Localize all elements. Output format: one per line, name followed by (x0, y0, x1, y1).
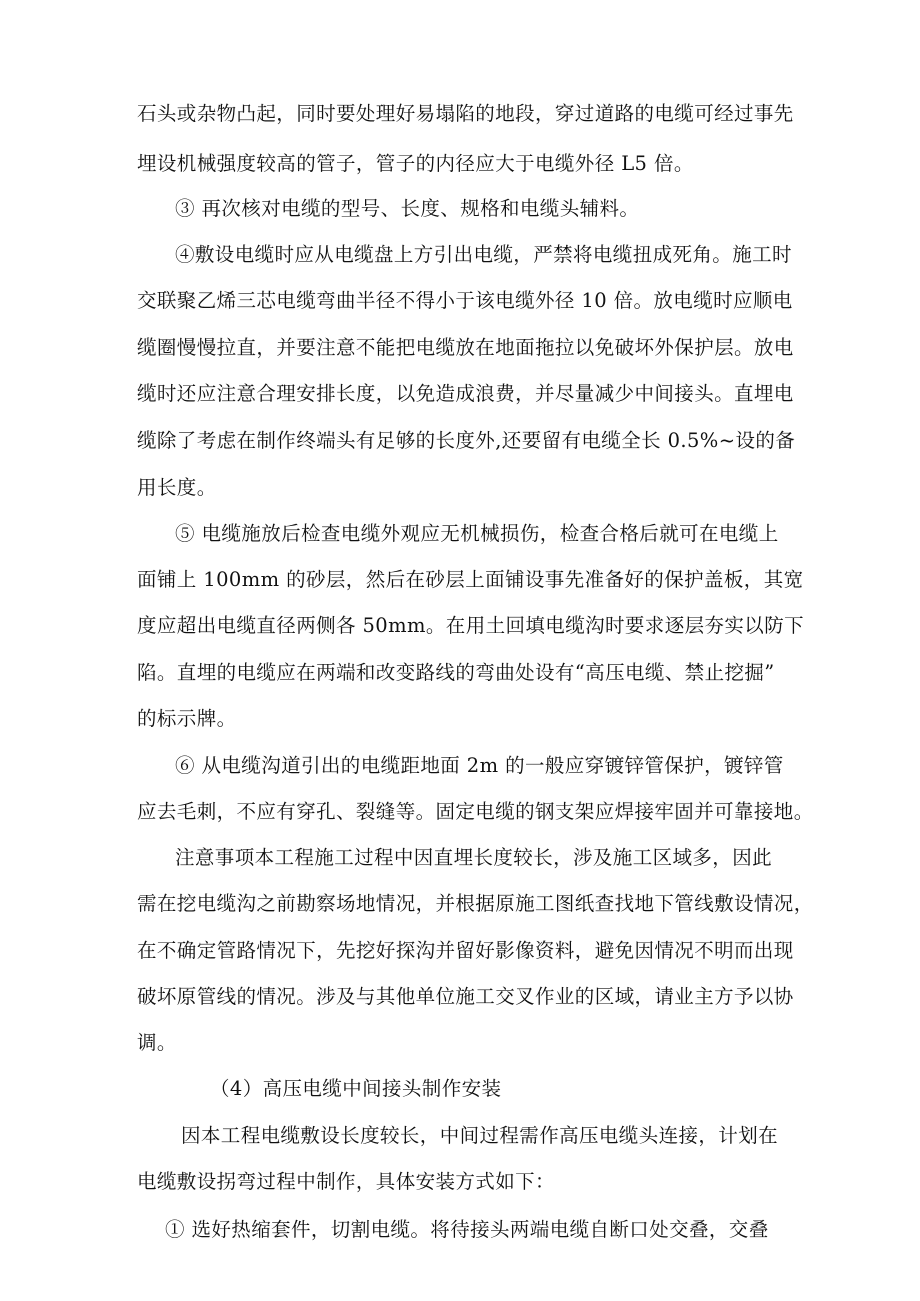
text-line: 在不确定管路情况下，先挖好探沟并留好影像资料，避免因情况不明而出现 (137, 939, 794, 962)
text-line: 面铺上 100mm 的砂层，然后在砂层上面铺设事先准备好的保护盖板，其宽 (137, 568, 804, 591)
list-item-3: ③ 再次核对电缆的型号、长度、规格和电缆头辅料。 (175, 197, 640, 220)
text-line: 需在挖电缆沟之前勘察场地情况，并根据原施工图纸查找地下管线敷设情况， (137, 892, 814, 915)
text-line: 陷。直埋的电缆应在两端和改变路线的弯曲处设有“高压电缆、禁止挖掘” (137, 661, 775, 684)
text-line: 电缆敷设拐弯过程中制作，具体安装方式如下： (137, 1170, 555, 1193)
text-line: 缆除了考虑在制作终端头有足够的长度外,还要留有电缆全长 0.5%~设的备 (137, 429, 796, 452)
text-line: 度应超出电缆直径两侧各 50mm。在用土回填电缆沟时要求逐层夯实以防下 (137, 614, 804, 637)
text-line: 交联聚乙烯三芯电缆弯曲半径不得小于该电缆外径 10 倍。放电缆时应顺电 (137, 289, 793, 312)
text-line: 应去毛刺，不应有穿孔、裂缝等。固定电缆的钢支架应焊接牢固并可靠接地。 (137, 800, 814, 823)
list-item-4: ④敷设电缆时应从电缆盘上方引出电缆，严禁将电缆扭成死角。施工时 (175, 243, 792, 266)
list-item-5: ⑤ 电缆施放后检查电缆外观应无机械损伤，检查合格后就可在电缆上 (175, 522, 779, 545)
section-heading: （4）高压电缆中间接头制作安装 (210, 1077, 502, 1100)
list-item-1: ① 选好热缩套件，切割电缆。将待接头两端电缆自断口处交叠，交叠 (165, 1218, 769, 1241)
text-line: 埋设机械强度较高的管子，管子的内径应大于电缆外径 L5 倍。 (137, 152, 694, 175)
text-line: 因本工程电缆敷设长度较长，中间过程需作高压电缆头连接，计划在 (181, 1124, 779, 1147)
text-line: 调。 (137, 1031, 177, 1054)
text-line: 破坏原管线的情况。涉及与其他单位施工交叉作业的区域，请业主方予以协 (137, 985, 794, 1008)
text-line: 用长度。 (137, 476, 217, 499)
text-line: 缆时还应注意合理安排长度，以免造成浪费，并尽量减少中间接头。直埋电 (137, 382, 794, 405)
text-line: 石头或杂物凸起，同时要处理好易塌陷的地段，穿过道路的电缆可经过事先 (137, 102, 794, 125)
notice-heading: 注意事项本工程施工过程中因直埋长度较长，涉及施工区域多，因此 (175, 846, 773, 869)
text-line: 的标示牌。 (137, 707, 237, 730)
text-line: 缆圈慢慢拉直，并要注意不能把电缆放在地面拖拉以免破坏外保护层。放电 (137, 336, 794, 359)
list-item-6: ⑥ 从电缆沟道引出的电缆距地面 2m 的一般应穿镀锌管保护，镀锌管 (175, 754, 784, 777)
